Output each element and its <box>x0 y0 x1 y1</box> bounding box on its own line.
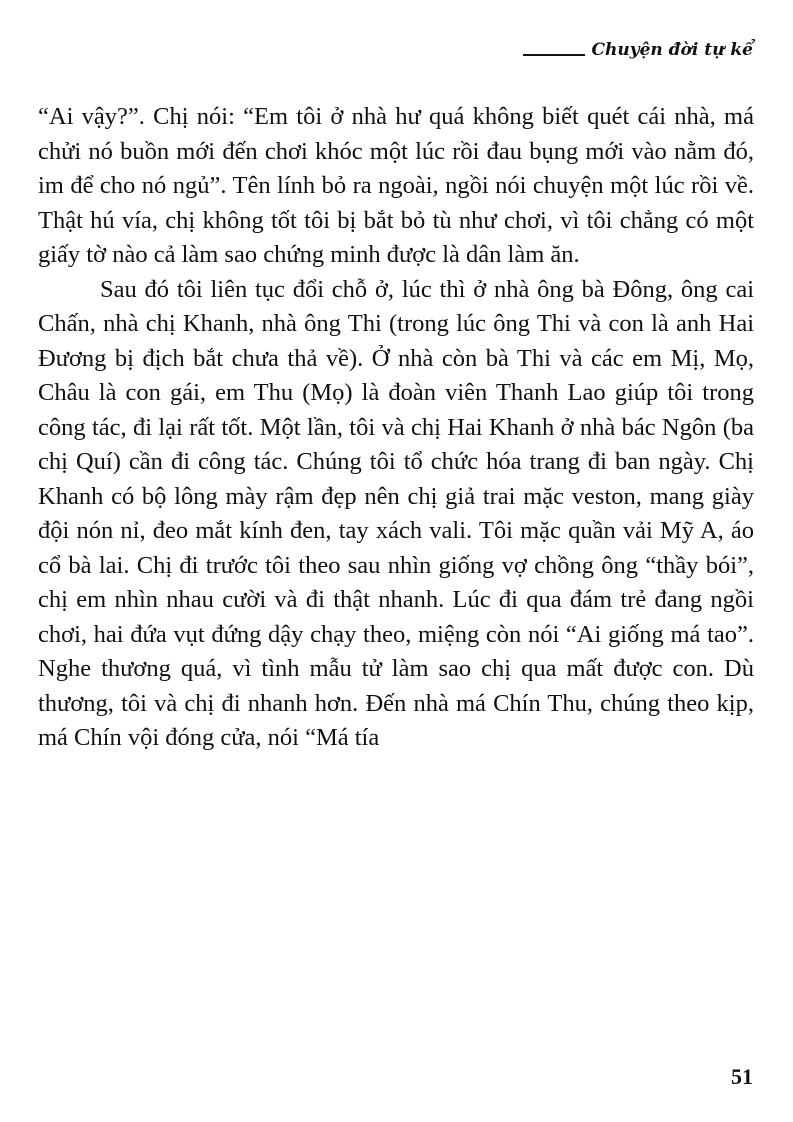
page-number: 51 <box>731 1064 753 1089</box>
running-title: Chuyện đời tự kể <box>591 40 753 60</box>
running-header <box>523 40 753 60</box>
page-body <box>38 100 754 756</box>
paragraph-1: “Ai vậy?”. Chị nói: “Em tôi ở nhà hư quá không biết quét cái nhà, má chửi nó buồn mới đến chơi khóc một lúc rồi đau bụng mới vào nằm đó, im để cho nó ngủ”. Tên lính bỏ ra ngoài, ngồi nói chuyện một lúc rồi về. Thật hú vía, chị không tốt tôi bị bắt bỏ tù như chơi, vì tôi chẳng có một giấy tờ nào cả làm sao chứng minh được là dân làm ăn. <box>38 103 754 268</box>
header-rule <box>523 54 585 56</box>
paragraph-2: Sau đó tôi liên tục đổi chỗ ở, lúc thì ở nhà ông bà Đông, ông cai Chấn, nhà chị Khanh, nhà ông Thi (trong lúc ông Thi và con là anh Hai Đương bị địch bắt chưa thả về). Ở nhà còn bà Thi và các em Mị, Mọ, Châu là con gái, em Thu (Mọ) là đoàn viên Thanh Lao giúp tôi trong công tác, đi lại rất tốt. Một lần, tôi và chị Hai Khanh ở nhà bác Ngôn (ba chị Quí) cần đi công tác. Chúng tôi tổ chức hóa trang đi ban ngày. Chị Khanh có bộ lông mày rậm đẹp nên chị giả trai mặc veston, mang giày đội nón nỉ, đeo mắt kính đen, tay xách vali. Tôi mặc quần vải Mỹ A, áo cổ bà lai. Chị đi trước tôi theo sau nhìn giống vợ chồng ông “thầy bói”, chị em nhìn nhau cười và đi thật nhanh. Lúc đi qua đám trẻ đang ngồi chơi, hai đứa vụt đứng dậy chạy theo, miệng còn nói “Ai giống má tao”. Nghe thương quá, vì tình mẫu tử làm sao chị qua mất được con. Dù thương, tôi và chị đi nhanh hơn. Đến nhà má Chín Thu, chúng theo kịp, má Chín vội đóng cửa, nói “Má tía <box>38 275 754 751</box>
